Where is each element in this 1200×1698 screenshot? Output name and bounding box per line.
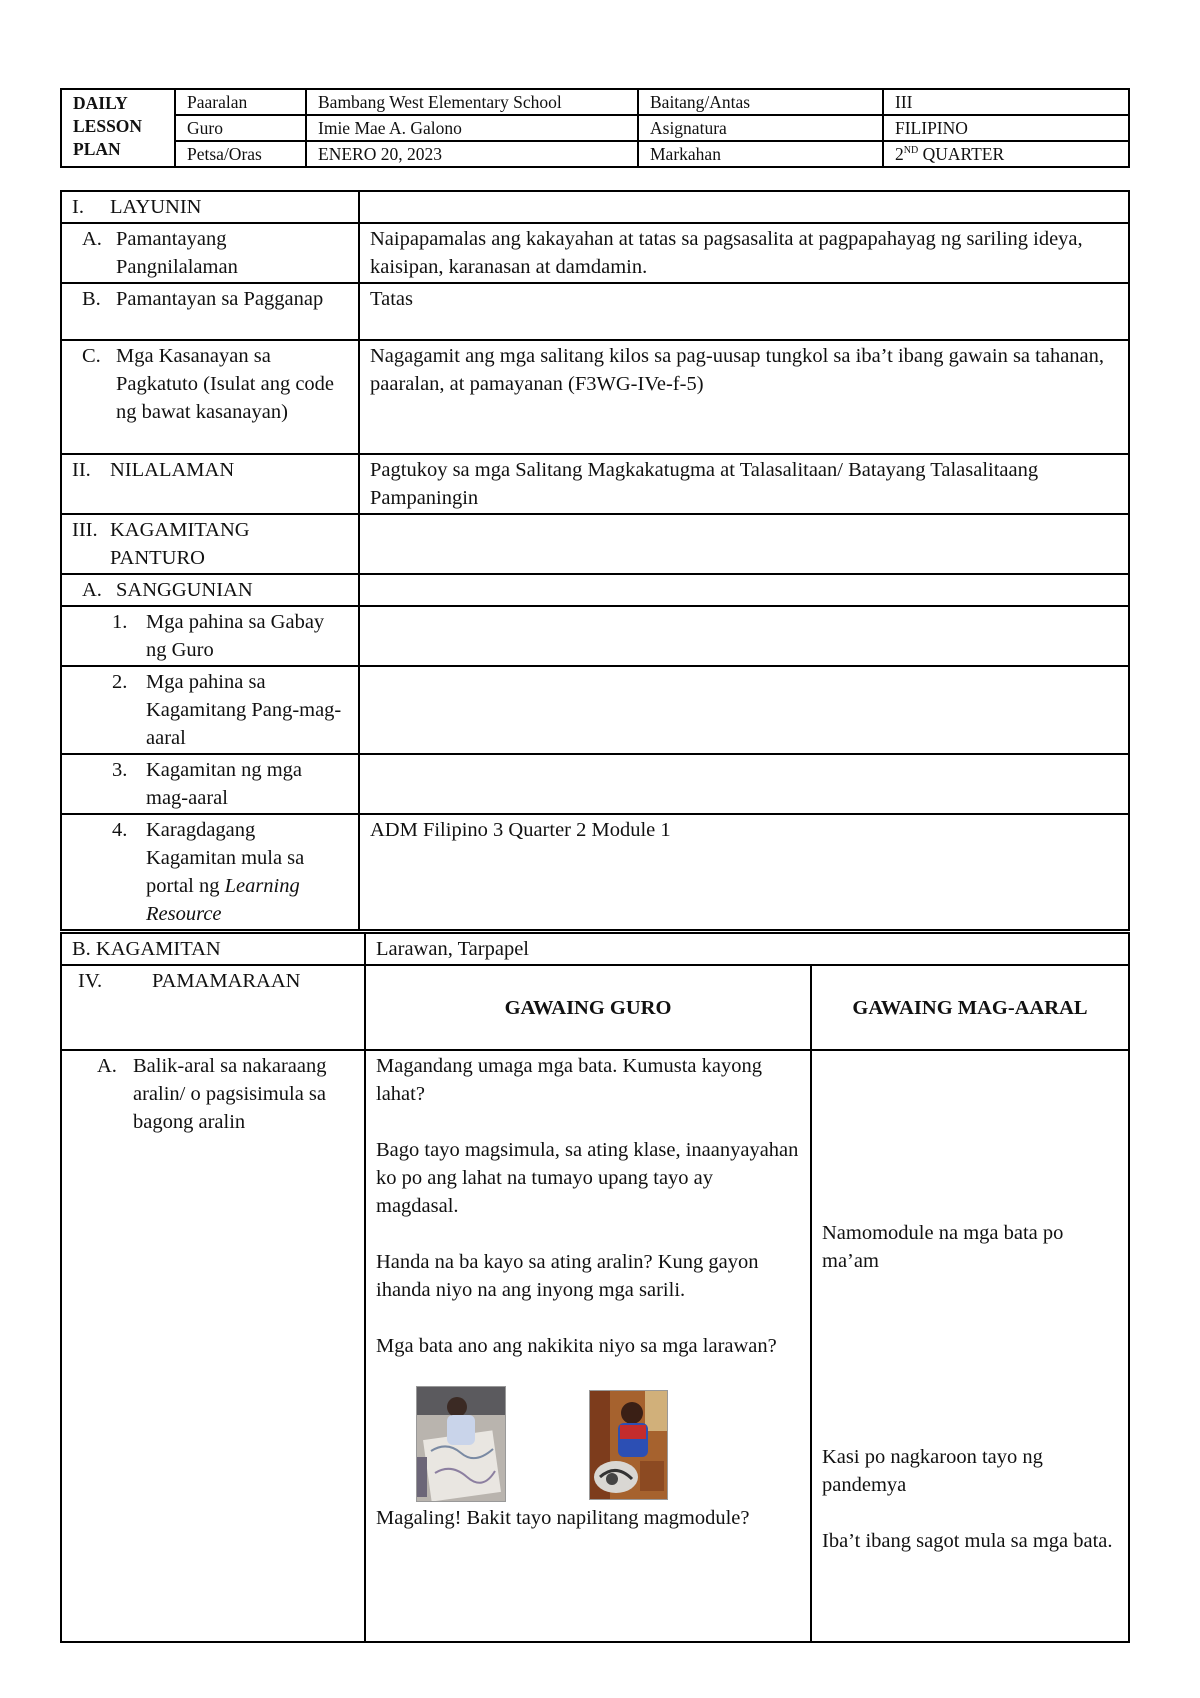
subject-label: Asignatura xyxy=(638,115,883,141)
layunin-label: LAYUNIN xyxy=(110,196,202,218)
pamantayan-sa-pagganap-value: Tatas xyxy=(359,283,1129,340)
procedure-table xyxy=(60,932,1130,1643)
school-value: Bambang West Elementary School xyxy=(306,89,638,115)
header-table xyxy=(60,88,1130,168)
item-b-label: Pamantayan sa Pagganap xyxy=(116,288,324,310)
resource-1-marker: 1. xyxy=(112,611,128,633)
kagamitan-label: B. KAGAMITAN xyxy=(61,933,365,965)
quarter-number: 2 xyxy=(895,144,904,164)
resource-item-2 xyxy=(61,666,359,754)
step-a-marker: A. xyxy=(97,1055,117,1077)
resource-4-label-main: Karagdagang Kagamitan mula sa portal ng xyxy=(146,819,305,897)
kagamitang-marker: III. xyxy=(72,519,98,541)
nilalaman-value: Pagtukoy sa mga Salitang Magkakatugma at Talasalitaan/ Batayang Talasalitaang Pampaningin xyxy=(359,454,1129,514)
pamantayan-sa-pagganap-cell xyxy=(61,283,359,340)
pamamaraan-cell xyxy=(61,965,365,1050)
dlp-title-line-3: PLAN xyxy=(73,139,121,159)
balik-aral-cell xyxy=(61,1050,365,1642)
child-drawing-photo xyxy=(416,1386,506,1502)
date-value: ENERO 20, 2023 xyxy=(306,141,638,167)
resource-1-label: Mga pahina sa Gabay ng Guro xyxy=(146,611,325,661)
school-label: Paaralan xyxy=(175,89,306,115)
layunin-cell xyxy=(61,191,359,223)
quarter-label: Markahan xyxy=(638,141,883,167)
item-a-label: Pamantayang Pangnilalaman xyxy=(116,228,238,278)
item-c-label: Mga Kasanayan sa Pagkatuto (Isulat ang code ng bawat kasanayan) xyxy=(116,345,335,423)
quarter-suffix: ND xyxy=(903,145,919,156)
sanggunian-value xyxy=(359,574,1129,606)
pamantayang-pangnilalaman-cell xyxy=(61,223,359,283)
subject-value: FILIPINO xyxy=(883,115,1129,141)
kagamitang-panturo-value xyxy=(359,514,1129,574)
sanggunian-marker: A. xyxy=(82,579,102,601)
resource-3-value xyxy=(359,754,1129,814)
kagamitang-label: KAGAMITANG PANTURO xyxy=(110,519,250,569)
gawaing-guro-header: GAWAING GURO xyxy=(365,965,811,1050)
teacher-label: Guro xyxy=(175,115,306,141)
guro-paragraph-4: Mga bata ano ang nakikita niyo sa mga larawan? xyxy=(376,1335,777,1357)
item-b-marker: B. xyxy=(82,288,101,310)
resource-3-marker: 3. xyxy=(112,759,128,781)
nilalaman-cell xyxy=(61,454,359,514)
lesson-photos xyxy=(376,1386,800,1504)
pamamaraan-marker: IV. xyxy=(78,970,103,992)
item-c-marker: C. xyxy=(82,345,101,367)
quarter-word: QUARTER xyxy=(918,144,1005,164)
guro-paragraph-2: Bago tayo magsimula, sa ating klase, inaanyayahan ko po ang lahat na tumayo upang tayo ay magdasal. xyxy=(376,1139,799,1217)
grade-value: III xyxy=(883,89,1129,115)
dlp-title-line-2: LESSON xyxy=(73,116,143,136)
child-coloring-photo xyxy=(589,1390,668,1500)
layunin-value xyxy=(359,191,1129,223)
kasanayan-cell xyxy=(61,340,359,454)
guro-paragraph-3: Handa na ba kayo sa ating aralin? Kung gayon ihanda niyo na ang inyong mga sarili. xyxy=(376,1251,759,1301)
quarter-value xyxy=(883,141,1129,167)
sanggunian-cell xyxy=(61,574,359,606)
nilalaman-label: NILALAMAN xyxy=(110,459,235,481)
step-a-label: Balik-aral sa nakaraang aralin/ o pagsisimula sa bagong aralin xyxy=(133,1055,327,1133)
dlp-title-line-1: DAILY xyxy=(73,93,128,113)
mag-aaral-reply-3: Iba’t ibang sagot mula sa mga bata. xyxy=(822,1530,1113,1552)
gawaing-guro-cell xyxy=(365,1050,811,1642)
gawaing-mag-aaral-header: GAWAING MAG-AARAL xyxy=(811,965,1129,1050)
kagamitang-panturo-cell xyxy=(61,514,359,574)
date-label: Petsa/Oras xyxy=(175,141,306,167)
resource-4-marker: 4. xyxy=(112,819,128,841)
resource-item-3 xyxy=(61,754,359,814)
pamantayang-pangnilalaman-value: Naipapamalas ang kakayahan at tatas sa pagsasalita at pagpapahayag ng sariling ideya, kaisipan, karanasan at damdamin. xyxy=(359,223,1129,283)
pamamaraan-label: PAMAMARAAN xyxy=(152,970,301,992)
kasanayan-value: Nagagamit ang mga salitang kilos sa pag-uusap tungkol sa iba’t ibang gawain sa tahanan, paaralan, at pamayanan (F3WG-IVe-f-5) xyxy=(359,340,1129,454)
mag-aaral-reply-2: Kasi po nagkaroon tayo ng pandemya xyxy=(822,1446,1043,1496)
nilalaman-marker: II. xyxy=(72,459,91,481)
resource-2-marker: 2. xyxy=(112,671,128,693)
resource-1-value xyxy=(359,606,1129,666)
kagamitan-value: Larawan, Tarpapel xyxy=(365,933,1129,965)
dlp-title xyxy=(61,89,175,167)
layunin-marker: I. xyxy=(72,196,84,218)
sanggunian-label: SANGGUNIAN xyxy=(116,579,253,601)
resource-4-label xyxy=(146,816,348,928)
mag-aaral-reply-1: Namomodule na mga bata po ma’am xyxy=(822,1222,1064,1272)
resource-2-value xyxy=(359,666,1129,754)
teacher-value: Imie Mae A. Galono xyxy=(306,115,638,141)
guro-paragraph-1: Magandang umaga mga bata. Kumusta kayong lahat? xyxy=(376,1055,762,1105)
resource-item-1 xyxy=(61,606,359,666)
objectives-table xyxy=(60,190,1130,931)
resource-4-value: ADM Filipino 3 Quarter 2 Module 1 xyxy=(359,814,1129,930)
resource-4-label-italic: Learning Resource xyxy=(146,875,300,925)
resource-item-4 xyxy=(61,814,359,930)
guro-after-photos: Magaling! Bakit tayo napilitang magmodule? xyxy=(376,1507,750,1529)
resource-2-label: Mga pahina sa Kagamitang Pang-mag-aaral xyxy=(146,671,342,749)
item-a-marker: A. xyxy=(82,228,102,250)
gawaing-mag-aaral-cell xyxy=(811,1050,1129,1642)
resource-3-label: Kagamitan ng mga mag-aaral xyxy=(146,759,302,809)
grade-label: Baitang/Antas xyxy=(638,89,883,115)
